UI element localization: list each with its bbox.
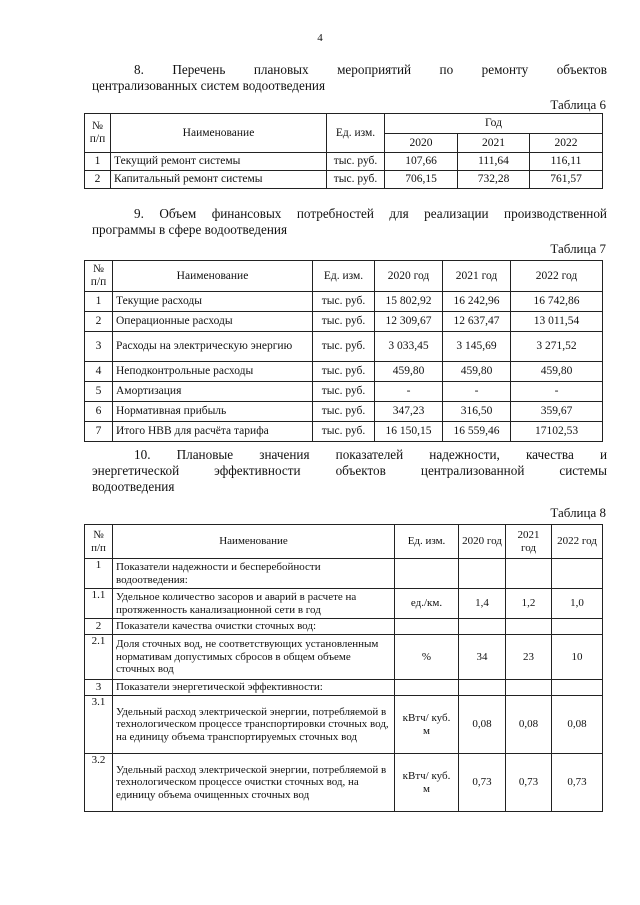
row-num: 1 — [85, 153, 111, 171]
table-row — [85, 635, 603, 680]
row-name: Удельный расход электрической энергии, потребляемой в технологическом процессе очистки сточных вод, на единицу объема очищенных сточных вод — [113, 754, 395, 812]
section-10-heading-line-3: водоотведения — [92, 479, 175, 494]
section-9-heading-line-1: 9. Объем финансовых потребностей для реализации производственной — [134, 206, 607, 221]
table-row — [85, 332, 603, 362]
row-value-2021 — [506, 680, 552, 696]
row-value-2021: 23 — [506, 635, 552, 680]
row-unit: кВтч/ куб. м — [395, 696, 459, 754]
t8-header-unit: Ед. изм. — [395, 525, 459, 559]
row-name: Доля сточных вод, не соответствующих установленным нормативам допустимых сбросов в общем объеме сточных вод — [113, 635, 395, 680]
table-row — [85, 422, 603, 442]
row-value-2020: 459,80 — [375, 362, 443, 382]
row-name: Показатели надежности и бесперебойности водоотведения: — [113, 559, 395, 589]
row-value-2022: - — [511, 382, 603, 402]
t8-header-num: № п/п — [85, 525, 113, 559]
t7-header-unit: Ед. изм. — [313, 261, 375, 292]
t7-header-2022: 2022 год — [511, 261, 603, 292]
row-value-2021: - — [443, 382, 511, 402]
table-row — [85, 382, 603, 402]
row-value-2021: 3 145,69 — [443, 332, 511, 362]
row-value-2020: 3 033,45 — [375, 332, 443, 362]
row-num: 3 — [85, 332, 113, 362]
row-value-2022: 10 — [552, 635, 603, 680]
row-num: 6 — [85, 402, 113, 422]
row-unit: кВтч/ куб. м — [395, 754, 459, 812]
t8-header-name: Наименование — [113, 525, 395, 559]
row-unit: тыс. руб. — [313, 422, 375, 442]
row-value-2020: 15 802,92 — [375, 292, 443, 312]
table-7 — [84, 260, 603, 442]
row-name: Показатели качества очистки сточных вод: — [113, 619, 395, 635]
t6-header-unit: Ед. изм. — [327, 114, 385, 153]
table-row — [85, 153, 603, 171]
row-num: 2 — [85, 171, 111, 189]
t6-header-2020: 2020 — [385, 134, 458, 153]
section-10-heading — [92, 447, 607, 495]
row-value-2022: 3 271,52 — [511, 332, 603, 362]
table-row — [85, 696, 603, 754]
row-value-2022: 16 742,86 — [511, 292, 603, 312]
row-unit: тыс. руб. — [313, 332, 375, 362]
row-value-2020: 34 — [459, 635, 506, 680]
row-unit: тыс. руб. — [327, 171, 385, 189]
t7-header-2021: 2021 год — [443, 261, 511, 292]
t6-header-2021: 2021 — [458, 134, 530, 153]
row-num: 7 — [85, 422, 113, 442]
section-9-heading-line-2: программы в сфере водоотведения — [92, 222, 288, 237]
row-unit: тыс. руб. — [313, 382, 375, 402]
table-row — [85, 312, 603, 332]
section-8-heading-line-1: 8. Перечень плановых мероприятий по ремонту объектов — [134, 62, 607, 77]
row-value-2021: 0,08 — [506, 696, 552, 754]
row-value-2022: 13 011,54 — [511, 312, 603, 332]
table-row — [85, 589, 603, 619]
row-value-2021: 12 637,47 — [443, 312, 511, 332]
t7-header-name: Наименование — [113, 261, 313, 292]
row-num: 2 — [85, 619, 113, 635]
row-value-2020: 16 150,15 — [375, 422, 443, 442]
row-unit: тыс. руб. — [313, 362, 375, 382]
row-value-2022: 0,73 — [552, 754, 603, 812]
row-value-2020: 0,73 — [459, 754, 506, 812]
t8-header-2022: 2022 год — [552, 525, 603, 559]
row-value-2022: 116,11 — [530, 153, 603, 171]
row-name: Операционные расходы — [113, 312, 313, 332]
row-value-2020: 1,4 — [459, 589, 506, 619]
row-value-2020: 347,23 — [375, 402, 443, 422]
row-name: Нормативная прибыль — [113, 402, 313, 422]
row-name: Неподконтрольные расходы — [113, 362, 313, 382]
row-num: 1 — [85, 559, 113, 589]
row-num: 4 — [85, 362, 113, 382]
row-name: Расходы на электрическую энергию — [113, 332, 313, 362]
t6-header-name: Наименование — [111, 114, 327, 153]
row-value-2020: 706,15 — [385, 171, 458, 189]
row-value-2021: 0,73 — [506, 754, 552, 812]
section-8-heading — [92, 62, 607, 94]
row-num: 1.1 — [85, 589, 113, 619]
page-number: 4 — [317, 32, 323, 44]
section-8-heading-line-2: централизованных систем водоотведения — [92, 78, 326, 93]
row-value-2020 — [459, 680, 506, 696]
t6-header-2022: 2022 — [530, 134, 603, 153]
row-unit: тыс. руб. — [313, 292, 375, 312]
table-6 — [84, 113, 603, 189]
row-value-2022 — [552, 619, 603, 635]
row-value-2021 — [506, 619, 552, 635]
row-value-2021 — [506, 559, 552, 589]
row-unit: тыс. руб. — [313, 312, 375, 332]
row-num: 2 — [85, 312, 113, 332]
row-unit — [395, 559, 459, 589]
t6-header-num: № п/п — [85, 114, 111, 153]
row-value-2020: 12 309,67 — [375, 312, 443, 332]
row-unit: ед./км. — [395, 589, 459, 619]
row-name: Текущий ремонт системы — [111, 153, 327, 171]
row-value-2022: 0,08 — [552, 696, 603, 754]
table-row — [85, 619, 603, 635]
table-7-label: Таблица 7 — [550, 241, 606, 256]
t6-header-year: Год — [385, 114, 603, 134]
table-row — [85, 362, 603, 382]
table-row — [85, 402, 603, 422]
t7-header-2020: 2020 год — [375, 261, 443, 292]
row-value-2021: 16 559,46 — [443, 422, 511, 442]
row-value-2020 — [459, 619, 506, 635]
t8-header-2021: 2021 год — [506, 525, 552, 559]
table-8 — [84, 524, 603, 812]
row-unit: % — [395, 635, 459, 680]
row-value-2021: 732,28 — [458, 171, 530, 189]
row-unit — [395, 680, 459, 696]
table-row — [85, 292, 603, 312]
row-name: Удельное количество засоров и аварий в расчете на протяженность канализационной сети в год — [113, 589, 395, 619]
row-value-2022: 359,67 — [511, 402, 603, 422]
row-name: Текущие расходы — [113, 292, 313, 312]
row-value-2022 — [552, 680, 603, 696]
row-value-2022: 17102,53 — [511, 422, 603, 442]
row-num: 3 — [85, 680, 113, 696]
row-value-2022: 459,80 — [511, 362, 603, 382]
row-name: Амортизация — [113, 382, 313, 402]
table-row — [85, 680, 603, 696]
row-num: 1 — [85, 292, 113, 312]
row-unit — [395, 619, 459, 635]
row-value-2020 — [459, 559, 506, 589]
row-value-2021: 111,64 — [458, 153, 530, 171]
row-value-2021: 1,2 — [506, 589, 552, 619]
row-value-2022: 1,0 — [552, 589, 603, 619]
table-6-label: Таблица 6 — [550, 97, 606, 112]
table-row — [85, 754, 603, 812]
section-9-heading — [92, 206, 607, 238]
section-10-heading-line-2: энергетической эффективности объектов централизованной системы — [92, 463, 607, 478]
row-name: Итого НВВ для расчёта тарифа — [113, 422, 313, 442]
row-value-2021: 459,80 — [443, 362, 511, 382]
t7-header-num: № п/п — [85, 261, 113, 292]
table-row — [85, 171, 603, 189]
row-unit: тыс. руб. — [313, 402, 375, 422]
row-name: Удельный расход электрической энергии, потребляемой в технологическом процессе транспортировки сточных вод, на единицу объема транспортируемых сточных вод — [113, 696, 395, 754]
row-value-2021: 16 242,96 — [443, 292, 511, 312]
row-value-2021: 316,50 — [443, 402, 511, 422]
table-row — [85, 559, 603, 589]
row-num: 5 — [85, 382, 113, 402]
row-num: 3.2 — [85, 754, 113, 812]
row-unit: тыс. руб. — [327, 153, 385, 171]
row-value-2022: 761,57 — [530, 171, 603, 189]
table-8-label: Таблица 8 — [550, 505, 606, 520]
row-num: 3.1 — [85, 696, 113, 754]
row-value-2020: - — [375, 382, 443, 402]
t8-header-2020: 2020 год — [459, 525, 506, 559]
row-num: 2.1 — [85, 635, 113, 680]
row-name: Показатели энергетической эффективности: — [113, 680, 395, 696]
section-10-heading-line-1: 10. Плановые значения показателей надежности, качества и — [134, 447, 607, 462]
row-name: Капитальный ремонт системы — [111, 171, 327, 189]
row-value-2022 — [552, 559, 603, 589]
row-value-2020: 107,66 — [385, 153, 458, 171]
row-value-2020: 0,08 — [459, 696, 506, 754]
